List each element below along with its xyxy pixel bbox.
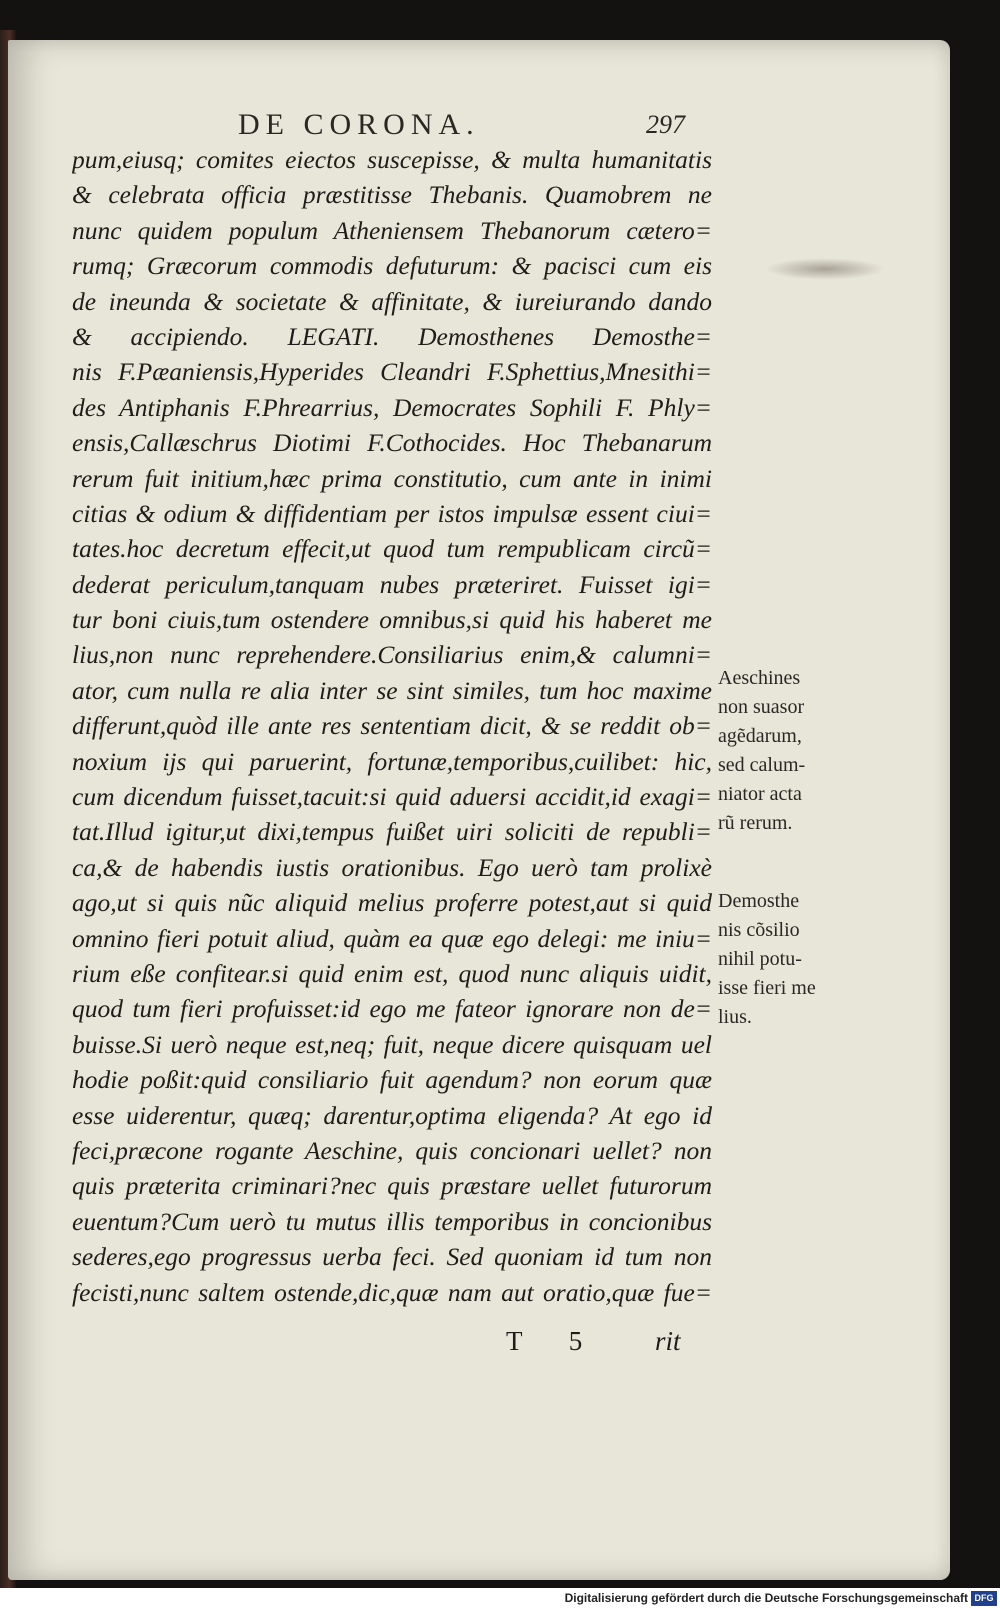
text-line: lius,non nunc reprehendere.Consiliarius enim,& calumni= (72, 640, 712, 670)
text-line: omnino fieri potuit aliud, quàm ea quæ ego delegi: me iniu= (72, 923, 712, 953)
text-line: ator, cum nulla re alia inter se sint similes, tum hoc maxime (72, 675, 712, 705)
text-line: dederat periculum,tanquam nubes præteriret. Fuisset igi= (72, 569, 712, 599)
running-title: DE CORONA. (238, 108, 480, 141)
text-line: hodie poßit:quid consiliario fuit agendum? non eorum quæ (72, 1065, 712, 1095)
text-line: esse uiderentur, quæq; darentur,optima eligenda? At ego id (72, 1100, 712, 1130)
margin-note-line: nihil potu- (718, 948, 802, 970)
text-line: & accipiendo. LEGATI. Demosthenes Demosthe= (72, 321, 712, 351)
text-line: quis præterita criminari?nec quis præstare uellet futurorum (72, 1171, 712, 1201)
text-line: nunc quidem populum Atheniensem Thebanorum cætero= (72, 215, 712, 245)
text-line: feci,præcone rogante Aeschine, quis concionari uellet? non (72, 1135, 712, 1165)
margin-note-line: lius. (718, 1006, 752, 1028)
text-line: nis F.Pæaniensis,Hyperides Cleandri F.Sphettius,Mnesithi= (72, 357, 712, 387)
body-text (72, 142, 712, 1310)
text-line: euentum?Cum uerò tu mutus illis temporibus in concionibus (72, 1206, 712, 1236)
margin-note-line: niator acta (718, 783, 802, 805)
text-line: tur boni ciuis,tum ostendere omnibus,si quid his haberet me (72, 605, 712, 635)
text-line: ensis,Callæschrus Diotimi F.Cothocides. Hoc Thebanarum (72, 428, 712, 458)
text-line: citias & odium & diffidentiam per istos impulsæ essent ciui= (72, 498, 712, 528)
page-number: 297 (646, 110, 685, 139)
signature-mark: T 5 (506, 1326, 603, 1356)
text-line: noxium ijs qui paruerint, fortunæ,temporibus,cuilibet: hic, (72, 746, 712, 776)
dfg-logo: DFG (971, 1591, 997, 1606)
footer-credit: Digitalisierung gefördert durch die Deutsche Forschungsgemeinschaft (564, 1591, 968, 1605)
text-line: quod tum fieri profuisset:id ego me fateor ignorare non de= (72, 994, 712, 1024)
margin-note-line: nis cõsilio (718, 919, 800, 941)
margin-note-line: agẽdarum, (718, 725, 802, 747)
margin-note-line: non suasor (718, 696, 805, 718)
margin-note-demosthenes (718, 887, 858, 1032)
text-line: rumq; Græcorum commodis defuturum: & pacisci cum eis (72, 251, 712, 281)
text-line: fecisti,nunc saltem ostende,dic,quæ nam aut oratio,quæ fue= (72, 1277, 712, 1307)
digitization-footer (0, 1588, 1000, 1610)
text-line: tat.Illud igitur,ut dixi,tempus fuißet uiri soliciti de republi= (72, 817, 712, 847)
text-line: ca,& de habendis iustis orationibus. Ego uerò tam prolixè (72, 852, 712, 882)
margin-note-line: rũ rerum. (718, 812, 793, 834)
text-line: sederes,ego progressus uerba feci. Sed quoniam id tum non (72, 1242, 712, 1272)
text-line: rium eße confitear.si quid enim est, quod nunc aliquis uidit, (72, 958, 712, 988)
margin-note-aeschines (718, 664, 858, 838)
margin-note-line: Demosthe (718, 890, 800, 912)
text-line: buisse.Si uerò neque est,neq; fuit, neque dicere quisquam uel (72, 1029, 712, 1059)
page-stain (765, 258, 885, 280)
margin-note-line: isse fieri me (718, 977, 816, 999)
margin-note-line: sed calum- (718, 754, 806, 776)
text-line: differunt,quòd ille ante res sententiam dicit, & se reddit ob= (72, 711, 712, 741)
margin-note-line: Aeschines (718, 667, 801, 689)
text-line: ago,ut si quis nũc aliquid melius proferre potest,aut si quid (72, 888, 712, 918)
text-line: pum,eiusq; comites eiectos suscepisse, & multa humanitatis (72, 145, 712, 174)
text-line: des Antiphanis F.Phrearrius, Democrates Sophili F. Phly= (72, 392, 712, 422)
text-line: cum dicendum fuisset,tacuit:si quid aduersi accidit,id exagi= (72, 782, 712, 812)
catchword: rit (655, 1326, 681, 1356)
text-line: de ineunda & societate & affinitate, & iureiurando dando (72, 286, 712, 316)
text-line: & celebrata officia præstitisse Thebanis. Quamobrem ne (72, 180, 712, 210)
text-line: tates.hoc decretum effecit,ut quod tum rempublicam circũ= (72, 534, 712, 564)
text-line: rerum fuit initium,hæc prima constitutio, cum ante in inimi (72, 463, 712, 493)
